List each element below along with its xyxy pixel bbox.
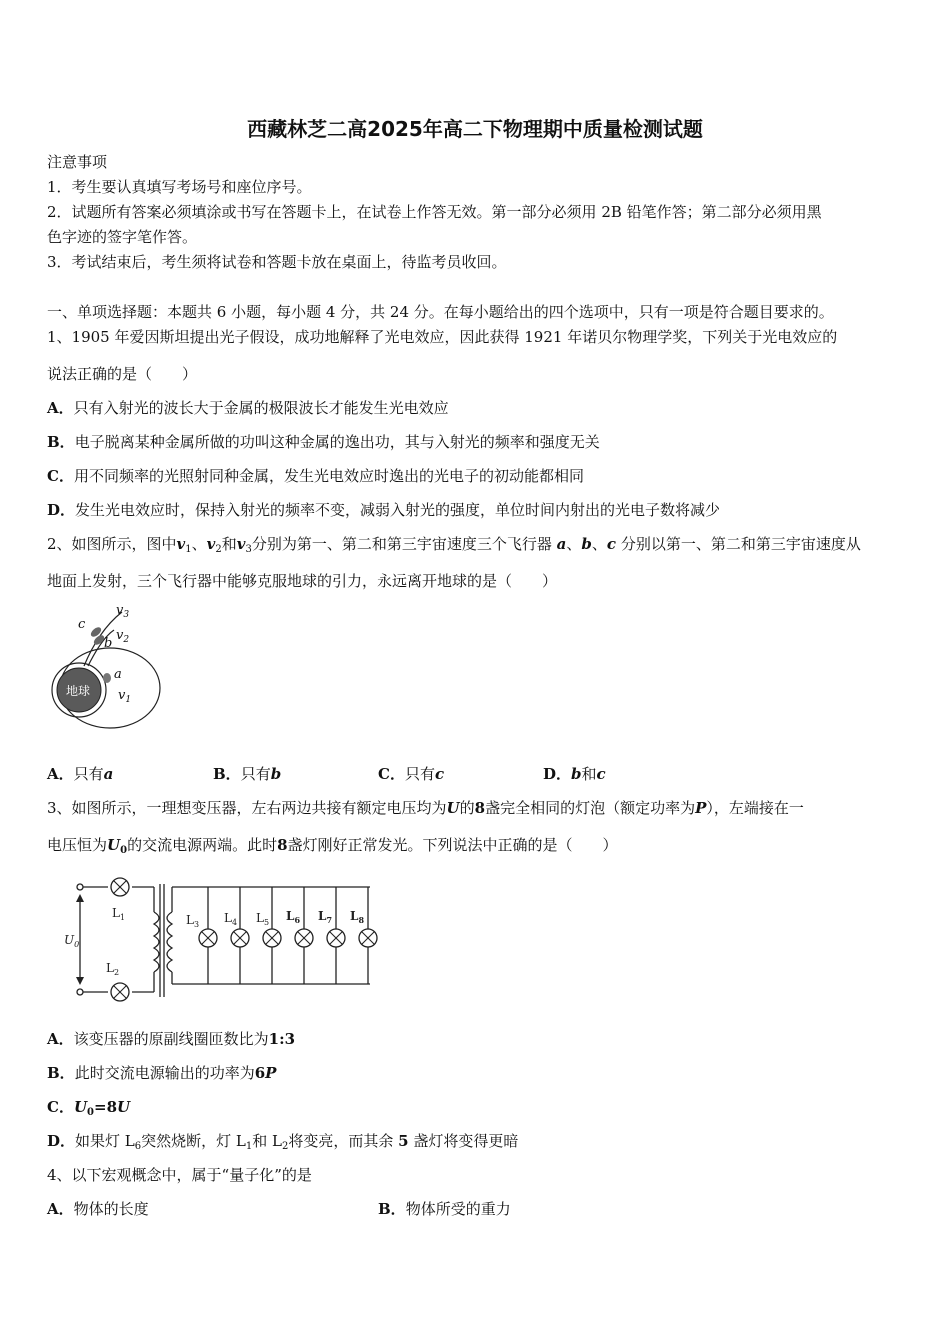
q4-option-a: A．物体的长度: [47, 1200, 149, 1218]
svg-text:L1: $L_1$: [112, 906, 126, 922]
svg-text:v2: $v_2$: [116, 628, 130, 645]
q2-option-b: B．只有b: [213, 765, 282, 783]
svg-text:c: c: [78, 617, 86, 632]
q1-option-a: A．只有入射光的波长大于金属的极限波长才能发生光电效应: [47, 399, 449, 417]
svg-text:L7: $L_7$: [318, 909, 333, 925]
transformer-circuit-figure: [60, 872, 390, 1002]
svg-text:L4: $L_4$: [224, 911, 238, 927]
svg-text:v3: $v_3$: [116, 603, 130, 620]
orbit-figure: [44, 600, 174, 735]
svg-text:L6: $L_6$: [286, 909, 301, 925]
section-heading: 一、单项选择题：本题共 6 小题，每小题 4 分，共 24 分。在每小题给出的四个选项中，只有一项是符合题目要求的。: [47, 303, 834, 321]
q4-stem: 4、以下宏观概念中，属于“量子化”的是: [47, 1166, 312, 1184]
q3-option-a: A．该变压器的原副线圈匝数比为1:3: [47, 1030, 296, 1048]
q3-stem: 3、如图所示，一理想变压器，左右两边共接有额定电压均为U的8盏完全相同的灯泡（额定功率为P），左端接在一: [47, 799, 804, 817]
svg-text:b: b: [104, 636, 113, 651]
q3-option-b: B．此时交流电源输出的功率为6P: [47, 1064, 277, 1082]
q3-stem-2: 电压恒为$U_0$的交流电源两端。此时8盏灯刚好正常发光。下列说法中正确的是（ ）: [47, 836, 618, 856]
page-title: 西藏林芝二高2025年高二下物理期中质量检测试题: [247, 117, 703, 141]
svg-text:L8: $L_8$: [350, 909, 365, 925]
q2-option-c: C．只有c: [378, 765, 445, 783]
svg-text:a: a: [114, 667, 122, 682]
q1-stem: 1、1905 年爱因斯坦提出光子假设，成功地解释了光电效应，因此获得 1921 年诺贝尔物理学奖，下列关于光电效应的: [47, 328, 838, 346]
q2-option-d: D．b和c: [543, 765, 606, 783]
q1-option-b: B．电子脱离某种金属所做的功叫这种金属的逸出功，其与入射光的频率和强度无关: [47, 433, 600, 451]
svg-text:地球: 地球: [66, 684, 91, 698]
svg-text:v1: $v_1$: [118, 688, 132, 705]
q3-option-d: D．如果灯 $L_6$突然烧断，灯 $L_1$和 $L_2$将变亮，而其余 5 盏灯将变得更暗: [47, 1132, 519, 1152]
q1-option-d: D．发生光电效应时，保持入射光的频率不变，减弱入射光的强度，单位时间内射出的光电子数将减少: [47, 501, 721, 519]
q3-option-c: C．$U_0=8U$: [47, 1098, 131, 1118]
q1-stem-2: 说法正确的是（ ）: [47, 365, 198, 383]
q1-option-c: C．用不同频率的光照射同种金属，发生光电效应时逸出的光电子的初动能都相同: [47, 467, 584, 485]
svg-text:L2: $L_2$: [106, 961, 120, 977]
notice-heading: 注意事项: [47, 153, 108, 171]
notice-item: 3．考试结束后，考生须将试卷和答题卡放在桌面上，待监考员收回。: [47, 253, 507, 271]
q2-stem-2: 地面上发射，三个飞行器中能够克服地球的引力，永远离开地球的是（ ）: [47, 572, 558, 590]
q2-stem: 2、如图所示，图中$v_1$、$v_2$和$v_3$分别为第一、第二和第三宇宙速度三个飞行器 a、b、c 分别以第一、第二和第三宇宙速度从: [47, 535, 861, 555]
notice-item: 1．考生要认真填写考场号和座位序号。: [47, 178, 312, 196]
svg-text:U0: $U_0$: [64, 933, 80, 949]
craft-a: [103, 673, 111, 683]
svg-text:L3: $L_3$: [186, 913, 200, 929]
q4-option-b: B．物体所受的重力: [378, 1200, 511, 1218]
q2-option-a: A．只有a: [47, 765, 114, 783]
notice-item: 2．试题所有答案必须填涂或书写在答题卡上，在试卷上作答无效。第一部分必须用 2B 铅笔作答；第二部分必须用黑: [47, 203, 822, 221]
svg-text:L5: $L_5$: [256, 911, 270, 927]
notice-item: 色字迹的签字笔作答。: [47, 228, 198, 246]
